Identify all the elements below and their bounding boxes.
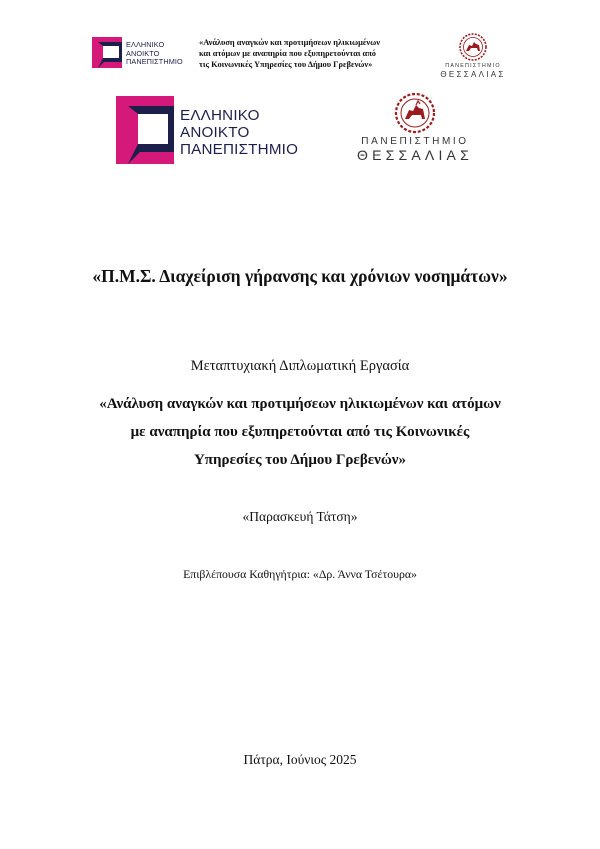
header-title: [199, 37, 429, 70]
thesis-title-line: Υπηρεσίες του Δήμου Γρεβενών»: [193, 452, 407, 468]
eap-book-icon: [92, 36, 124, 70]
thesis-title-line: «Ανάλυση αναγκών και προτιμήσεων ηλικιωμένων και ατόμων: [99, 396, 501, 412]
header-eap-line: ΑΝΟΙΚΤΟ: [126, 48, 160, 58]
centaur-seal-icon: [391, 92, 439, 134]
header-title-line: και ατόμων με αναπηρία που εξυπηρετούνται από: [199, 49, 376, 58]
eap-logo: [116, 94, 316, 166]
header-uth-line1: ΠΑΝΕΠΙΣΤΗΜΙΟ: [445, 63, 501, 69]
thesis-title-line: με αναπηρία που εξυπηρετούνται από τις Κοινωνικές: [130, 424, 470, 440]
author-name: «Παρασκευή Τάτση»: [242, 509, 358, 524]
thesis-type: Μεταπτυχιακή Διπλωματική Εργασία: [190, 358, 410, 374]
uth-line2: ΘΕΣΣΑΛΙΑΣ: [357, 147, 473, 163]
eap-wordmark-line: ΑΝΟΙΚΤΟ: [180, 124, 250, 141]
header-title-line: «Ανάλυση αναγκών και προτιμήσεων ηλικιωμένων: [199, 38, 380, 47]
place-date: Πάτρα, Ιούνιος 2025: [243, 752, 357, 767]
header-eap-wordmark: [126, 41, 183, 67]
header-uth-line2: ΘΕΣΣΑΛΙΑΣ: [440, 70, 506, 79]
header-title-line: τις Κοινωνικές Υπηρεσίες του Δήμου Γρεβενών»: [199, 60, 373, 69]
centaur-seal-icon: [456, 32, 490, 62]
program-title: «Π.Μ.Σ. Διαχείριση γήρανσης και χρόνιων νοσημάτων»: [92, 266, 508, 286]
eap-wordmark-line: ΠΑΝΕΠΙΣΤΗΜΙΟ: [180, 141, 299, 158]
header-uth-logo: [428, 32, 518, 82]
header-eap-logo: [92, 36, 202, 72]
uth-line1: ΠΑΝΕΠΙΣΤΗΜΙΟ: [361, 136, 469, 147]
uth-logo: [350, 92, 480, 168]
supervisor-line: Επιβλέπουσα Καθηγήτρια: «Δρ. Άννα Τσέτουρα»: [183, 567, 417, 581]
eap-wordmark-line: ΕΛΛΗΝΙΚΟ: [180, 107, 260, 124]
header-eap-line: ΠΑΝΕΠΙΣΤΗΜΙΟ: [126, 57, 183, 67]
eap-book-icon: [116, 94, 178, 166]
header-eap-line: ΕΛΛΗΝΙΚΟ: [126, 40, 165, 49]
eap-wordmark: [180, 107, 298, 158]
thesis-title: [0, 390, 600, 474]
